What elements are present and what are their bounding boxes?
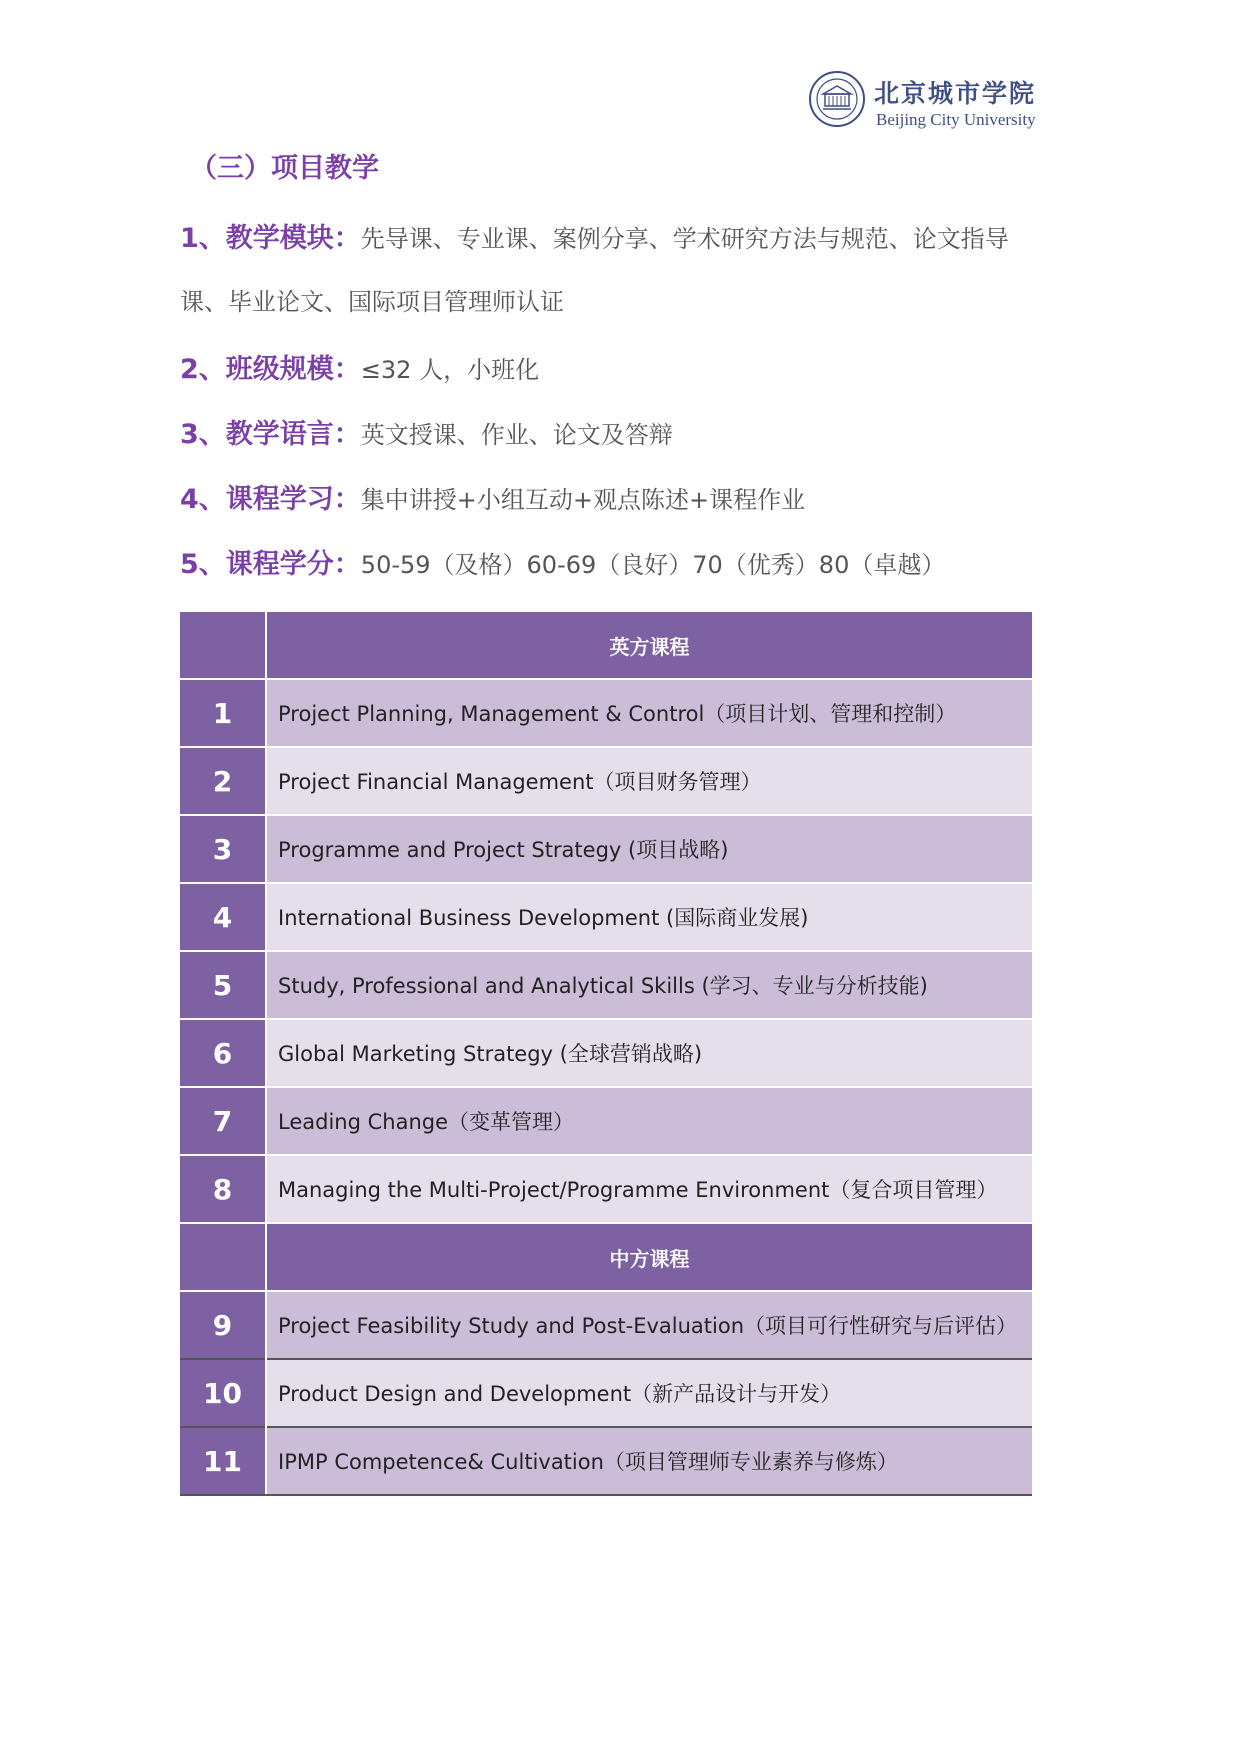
course-name: Programme and Project Strategy (项目战略) [266,815,1032,883]
course-number: 9 [180,1291,266,1359]
table-row [180,1427,1032,1495]
course-name: Managing the Multi-Project/Programme Environment（复合项目管理） [266,1155,1032,1223]
table-row [180,1087,1032,1155]
item-class-size [180,347,1060,386]
item-label: 5、课程学分： [180,549,361,580]
course-number: 5 [180,951,266,1019]
section-title: （三）项目教学 [190,153,379,184]
course-name: Project Feasibility Study and Post-Evaluation（项目可行性研究与后评估） [266,1291,1032,1359]
course-name: Study, Professional and Analytical Skills (学习、专业与分析技能) [266,951,1032,1019]
university-logo [808,70,1053,138]
logo-english-name: Beijing City University [876,110,1036,129]
cn-courses-header: 中方课程 [266,1223,1032,1291]
item-teaching-modules [180,216,1060,255]
item-content: ≤32 人，小班化 [360,356,540,384]
course-number: 11 [180,1427,266,1495]
table-header-uk [180,612,1032,679]
university-seal-icon [808,70,866,128]
course-name: Project Planning, Management & Control（项目计划、管理和控制） [266,679,1032,747]
course-number: 1 [180,679,266,747]
course-number: 10 [180,1359,266,1427]
item-label: 4、课程学习： [180,484,361,515]
item-teaching-language [180,412,1060,451]
table-row [180,1019,1032,1087]
table-row [180,679,1032,747]
item-content: 先导课、专业课、案例分享、学术研究方法与规范、论文指导 [360,225,1009,253]
course-number: 2 [180,747,266,815]
item-course-credits [180,542,1060,581]
course-name: IPMP Competence& Cultivation（项目管理师专业素养与修炼） [266,1427,1032,1495]
uk-courses-header: 英方课程 [266,612,1032,679]
item-label: 2、班级规模： [180,354,361,385]
course-table [180,612,1032,1496]
item-content: 集中讲授+小组互动+观点陈述+课程作业 [360,486,806,514]
logo-chinese-name: 北京城市学院 [874,79,1037,108]
course-number: 8 [180,1155,266,1223]
course-number: 4 [180,883,266,951]
item-course-learning [180,477,1060,516]
item-content: 50-59（及格）60-69（良好）70（优秀）80（卓越） [360,551,946,579]
item-content: 英文授课、作业、论文及答辩 [360,421,673,449]
table-row [180,747,1032,815]
course-name: Leading Change（变革管理） [266,1087,1032,1155]
course-number: 6 [180,1019,266,1087]
table-row [180,815,1032,883]
table-row [180,1359,1032,1427]
course-name: Project Financial Management（项目财务管理） [266,747,1032,815]
table-row [180,1155,1032,1223]
course-name: Global Marketing Strategy (全球营销战略) [266,1019,1032,1087]
course-number: 3 [180,815,266,883]
table-header-cn [180,1223,1032,1291]
course-number: 7 [180,1087,266,1155]
item-label: 1、教学模块： [180,223,361,254]
course-name: Product Design and Development（新产品设计与开发） [266,1359,1032,1427]
table-row [180,1291,1032,1359]
table-row [180,883,1032,951]
table-row [180,951,1032,1019]
course-name: International Business Development (国际商业发展) [266,883,1032,951]
item-content-continuation: 课、毕业论文、国际项目管理师认证 [180,288,564,316]
item-label: 3、教学语言： [180,419,361,450]
